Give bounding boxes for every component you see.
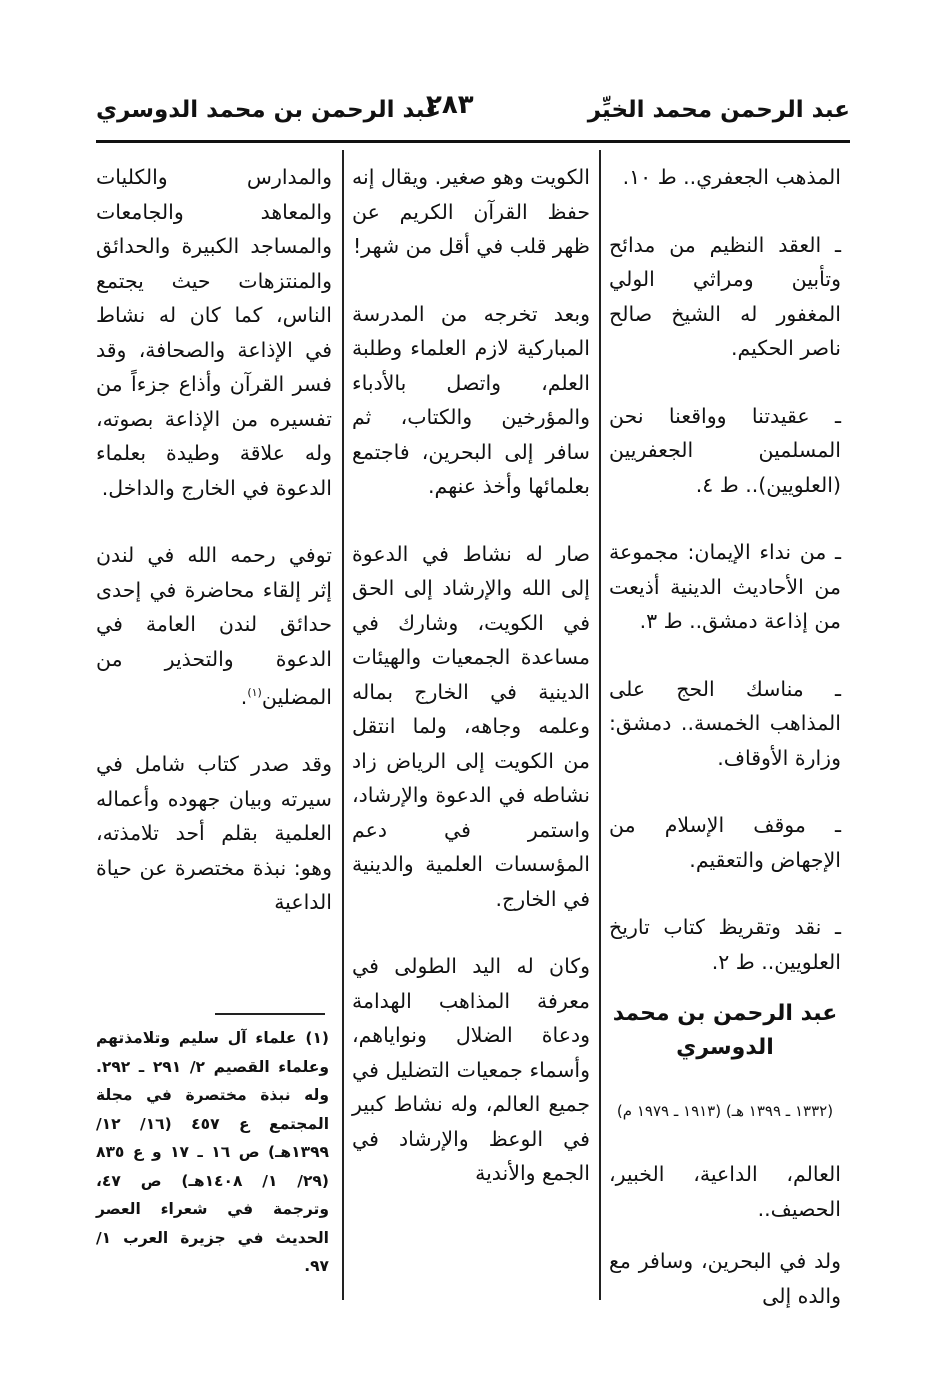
header-rule — [96, 140, 850, 143]
right-column — [609, 160, 841, 1346]
footnote — [96, 1024, 329, 1281]
column-divider-left — [342, 150, 344, 1300]
paragraph: والمدارس والكليات والمعاهد والجامعات والمساجد الكبيرة والحدائق والمنتزهات حيث يجتمع الناس، كما كان له نشاط في الإذاعة والصحافة، وقد فسر القرآن وأذاع جزءاً من تفسيره من الإذاعة بصوته، وله علاقة وطيدة بعلماء الدعوة في الخارج والداخل. — [96, 165, 332, 500]
running-title-right: عبد الرحمن محمد الخيِّر — [587, 97, 850, 123]
footnote-reference: (١) — [247, 686, 262, 699]
biography-dates: (١٣٣٢ ـ ١٣٩٩ هـ) (١٩١٣ ـ ١٩٧٩ م) — [616, 1102, 834, 1120]
paragraph: صار له نشاط في الدعوة إلى الله والإرشاد إلى الحق في الكويت، وشارك في مساعدة الجمعيات والهيئات الدينية في الخارج بماله وعلمه وجاهه، ولما انتقل من الكويت إلى الرياض زاد نشاطه في الدعوة والإرشاد، واستمر في دعم المؤسسات العلمية والدينية في الخارج. — [352, 541, 590, 911]
book-entry: ـ مناسك الحج على المذاهب الخمسة.. دمشق: وزارة الأوقاف. — [609, 676, 841, 770]
book-entry: المذهب الجعفري.. ط ١٠. — [622, 165, 841, 189]
paragraph: وكان له اليد الطولى في معرفة المذاهب الهدامة ودعاة الضلال ونواياهم، وأسماء جمعيات التضليل في جميع العالم، وله نشاط كبير في الوعظ والإرشاد في الجمع والأندية — [352, 954, 590, 1185]
paragraph: وقد صدر كتاب شامل في سيرته وبيان جهوده وأعماله العلمية بقلم أحد تلامذته، وهو: نبذة مختصرة عن حياة الداعية — [96, 752, 332, 915]
book-entry: ـ نقد وتقريظ كتاب تاريخ العلويين.. ط ٢. — [609, 915, 841, 974]
footnote-rule — [215, 1013, 325, 1015]
paragraph — [96, 538, 332, 714]
footnote-text: (١) علماء آل سليم وتلامذتهم وعلماء القصيم ٢/ ٢٩١ ـ ٢٩٢. وله نبذة مختصرة في مجلة المجتمع ع ٤٥٧ (١٦/ ١٢/ ١٣٩٩هـ) ص ١٦ ـ ١٧ و ع ٨٣٥ (٢٩/ ١/ ١٤٠٨هـ) ص ٤٧، وترجمة في شعراء العصر الحديث في جزيرة العرب ١/ ٩٧. — [96, 1029, 330, 1275]
book-entry: ـ موقف الإسلام من الإجهاض والتعقيم. — [609, 813, 841, 872]
page-header — [96, 88, 850, 132]
biography-description: العالم، الداعية، الخبير، الحصيف.. — [609, 1162, 841, 1221]
paragraph-text: توفي رحمه الله في لندن إثر إلقاء محاضرة في إحدى حدائق لندن العامة في الدعوة والتحذير من المضلين — [96, 543, 332, 709]
left-column — [96, 160, 332, 953]
biography-heading: عبد الرحمن بن محمد الدوسري — [612, 1001, 838, 1060]
middle-column — [352, 160, 590, 1224]
paragraph-end: . — [240, 684, 248, 709]
book-entry: ـ من نداء الإيمان: مجموعة من الأحاديث الدينية أذيعت من إذاعة دمشق.. ط ٣. — [609, 540, 841, 633]
biography-text: ولد في البحرين، وسافر مع والده إلى — [609, 1249, 841, 1308]
page-number: ٢٨٣ — [426, 90, 474, 120]
book-entry: ـ العقد النظيم من مدائح وتأبين ومراثي الولي المغفور له الشيخ صالح ناصر الحكيم. — [609, 232, 841, 360]
running-title-left: عبد الرحمن بن محمد الدوسري — [96, 97, 441, 123]
paragraph: الكويت وهو صغير. ويقال إنه حفظ القرآن الكريم عن ظهر قلب في أقل من شهر! — [352, 165, 590, 258]
paragraph: وبعد تخرجه من المدرسة المباركية لازم العلماء وطلبة العلم، واتصل بالأدباء والمؤرخين والكتاب، ثم سافر إلى البحرين، فاجتمع بعلمائها وأخذ عنهم. — [352, 301, 590, 498]
book-entry: ـ عقيدتنا وواقعنا نحن المسلمين الجعفريين (العلويين).. ط ٤. — [609, 403, 841, 497]
column-divider-right — [599, 150, 601, 1300]
